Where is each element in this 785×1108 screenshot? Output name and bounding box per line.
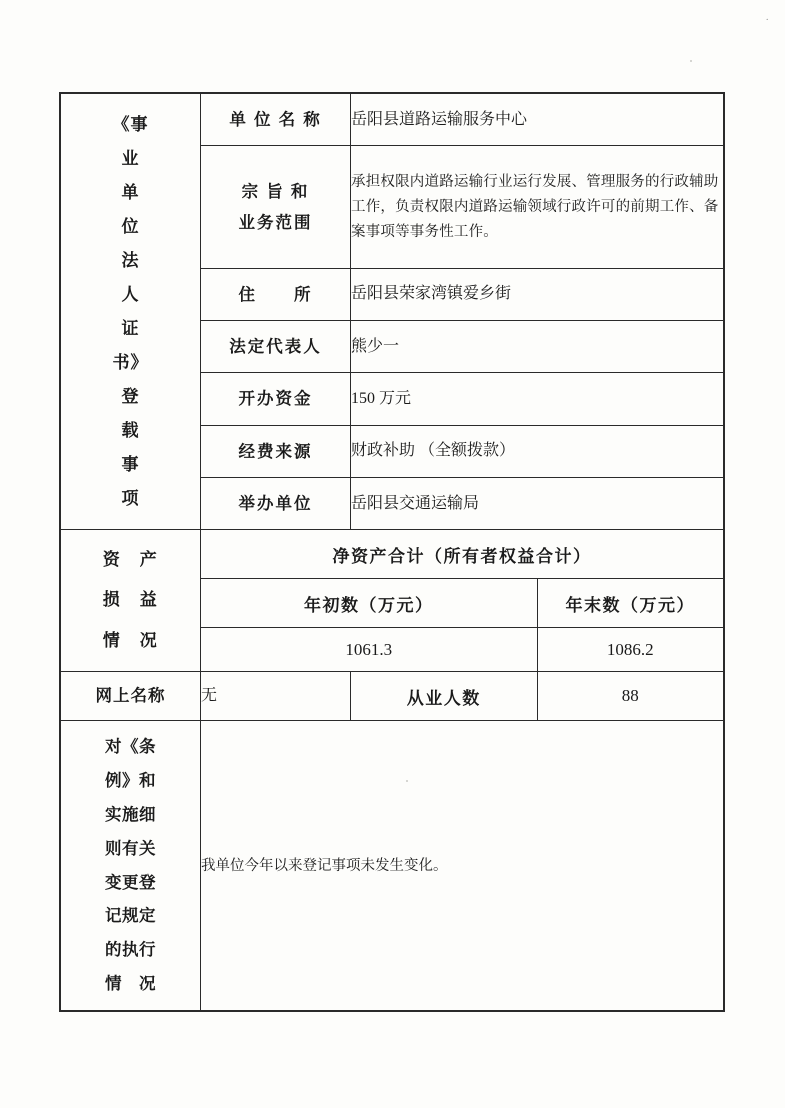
row-value-sponsor-unit: 岳阳县交通运输局 (351, 477, 724, 529)
table-row (61, 530, 724, 579)
note-section-body: 我单位今年以来登记事项未发生变化。 (201, 721, 724, 1011)
staff-count-label: 从业人数 (351, 672, 538, 721)
table-row (61, 94, 724, 146)
table-row (61, 721, 724, 1011)
asset-section-label: 资 产 损 益 情 况 (61, 530, 201, 672)
row-value-unit-name: 岳阳县道路运输服务中心 (351, 94, 724, 146)
row-value-capital: 150 万元 (351, 373, 724, 425)
online-name-value: 无 (201, 672, 351, 721)
asset-begin-value: 1061.3 (201, 628, 538, 672)
corner-mark: · (765, 14, 769, 26)
row-key-funding-source: 经费来源 (201, 425, 351, 477)
staff-count-value: 88 (537, 672, 724, 721)
row-key-address: 住 所 (201, 268, 351, 320)
row-key-purpose-scope: 宗 旨 和 业务范围 (201, 146, 351, 269)
row-key-sponsor-unit: 举办单位 (201, 477, 351, 529)
row-value-legal-rep: 熊少一 (351, 321, 724, 373)
registration-form-table (59, 92, 725, 1012)
row-key-capital: 开办资金 (201, 373, 351, 425)
note-section-label: 对《条 例》和 实施细 则有关 变更登 记规定 的执行 情 况 (61, 721, 201, 1011)
asset-col-begin-header: 年初数（万元） (201, 579, 538, 628)
row-key-legal-rep: 法定代表人 (201, 321, 351, 373)
row-value-address: 岳阳县荣家湾镇爱乡街 (351, 268, 724, 320)
row-key-unit-name: 单 位 名 称 (201, 94, 351, 146)
cert-section-label: 《事 业 单 位 法 人 证 书》 登 载 事 项 (61, 94, 201, 530)
asset-title: 净资产合计（所有者权益合计） (201, 530, 724, 579)
row-value-funding-source: 财政补助 （全额拨款） (351, 425, 724, 477)
online-name-label: 网上名称 (61, 672, 201, 721)
asset-col-end-header: 年末数（万元） (537, 579, 724, 628)
asset-end-value: 1086.2 (537, 628, 724, 672)
table-row (61, 672, 724, 721)
row-value-purpose-scope: 承担权限内道路运输行业运行发展、管理服务的行政辅助工作，负责权限内道路运输领域行政许可的前期工作、备案事项等事务性工作。 (351, 146, 724, 269)
